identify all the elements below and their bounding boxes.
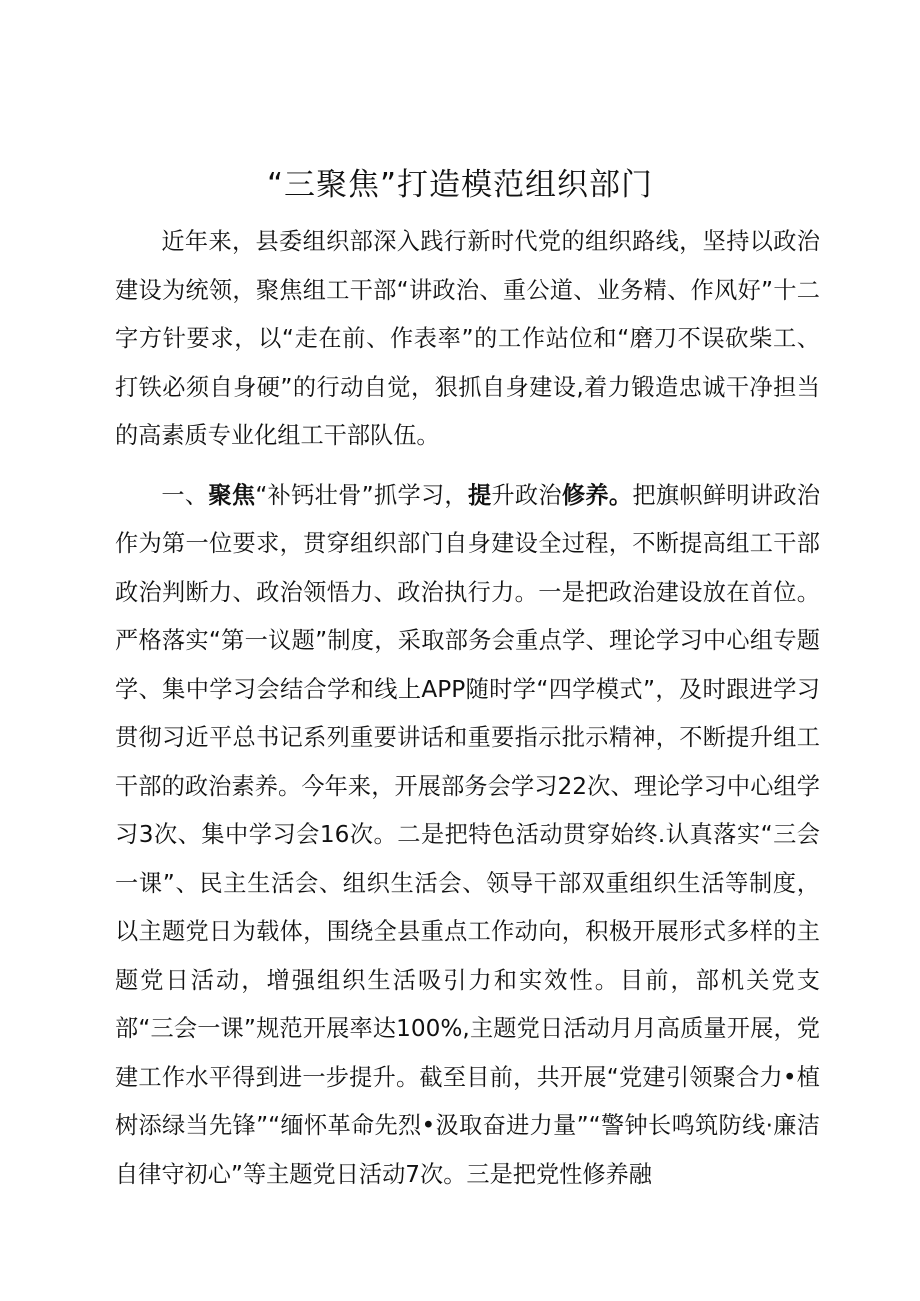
section-one-heading-bold-1: 聚焦 [208,481,256,509]
section-one-heading-mid: “补钙壮骨”抓学习， [255,481,468,509]
document-title: “三聚焦”打造模范组织部门 [266,167,654,203]
section-one-heading-bold-3: 修养。 [561,481,633,509]
document-body [115,218,820,1199]
intro-paragraph [115,218,820,461]
section-one-paragraph [115,472,820,1200]
section-one-heading-bold-2: 提 [467,481,492,509]
section-one-heading-number: 一、 [161,481,209,509]
section-one-text: 把旗帜鲜明讲政治作为第一位要求，贯穿组织部门自身建设全过程，不断提高组工干部政治判断力、政治领悟力、政治执行力。一是把政治建设放在首位。严格落实“第一议题”制度，采取部务会重点学、理论学习中心组专题学、集中学习会结合学和线上APP随时学“四学模式”，及时跟进学习贯彻习近平总书记系列重要讲话和重要指示批示精神，不断提升组工干部的政治素养。今年来，开展部务会学习22次、理论学习中心组学习3次、集中学习会16次。二是把特色活动贯穿始终.认真落实“三会一课”、民主生活会、组织生活会、领导干部双重组织生活等制度，以主题党日为载体，围绕全县重点工作动向，积极开展形式多样的主题党日活动，增强组织生活吸引力和实效性。目前，部机关党支部“三会一课”规范开展率达100%,主题党日活动月月高质量开展，党建工作水平得到进一步提升。截至目前，共开展“党建引领聚合力•植树添绿当先锋”“缅怀革命先烈•汲取奋进力量”“警钟长鸣筑防线·廉洁自律守初心”等主题党日活动7次。三是把党性修养融 [115,481,821,1188]
section-one-heading-mid-2: 升政治 [491,481,562,509]
intro-paragraph-text: 近年来，县委组织部深入践行新时代党的组织路线，坚持以政治建设为统领，聚焦组工干部“讲政治、重公道、业务精、作风好”十二字方针要求，以“走在前、作表率”的工作站位和“磨刀不误砍柴工、打铁必须自身硬”的行动自觉，狠抓自身建设,着力锻造忠诚干净担当的高素质专业化组工干部队伍。 [115,228,820,449]
